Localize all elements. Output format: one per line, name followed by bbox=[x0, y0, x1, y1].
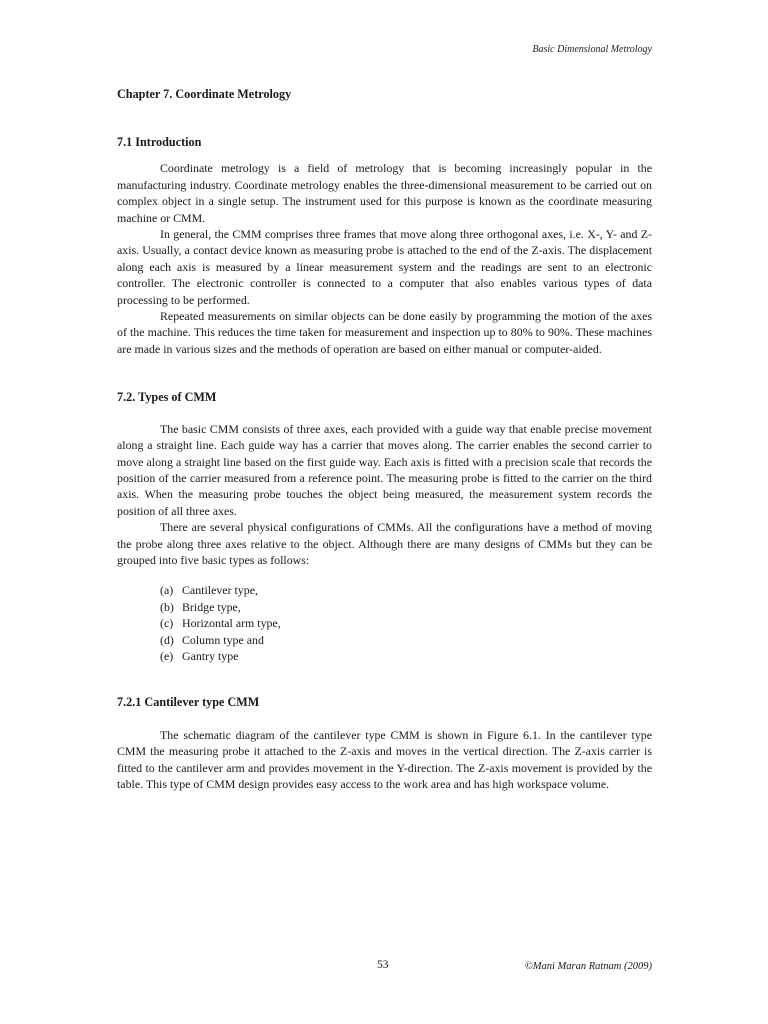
section-heading-introduction: 7.1 Introduction bbox=[117, 135, 202, 149]
cmm-types-list bbox=[117, 582, 652, 664]
paragraph: Coordinate metrology is a field of metrology that is becoming increasingly popular in the manufacturing industry. Coordinate metrology enables the three-dimensional measurement to be carried out on complex object in a single setup. The instrument used for this purpose is known as the coordinate measuring machine or CMM. bbox=[117, 161, 652, 225]
running-header: Basic Dimensional Metrology bbox=[532, 44, 652, 55]
page-number: 53 bbox=[377, 959, 389, 971]
list-item: (e) Gantry type bbox=[160, 648, 239, 663]
list-item: (d) Column type and bbox=[160, 632, 264, 647]
list-item: (a) Cantilever type, bbox=[160, 583, 258, 598]
list-item: (b) Bridge type, bbox=[160, 599, 241, 614]
paragraph: The schematic diagram of the cantilever type CMM is shown in Figure 6.1. In the cantilever type CMM the measuring probe it attached to the Z-axis and moves in the vertical direction. The Z-axis carrier is fitted to the cantilever arm and provides movement in the Y-direction. The Z-axis movement is provided by the table. This type of CMM design provides easy access to the work area and has high workspace volume. bbox=[117, 727, 652, 791]
section-heading-cantilever-type-cmm: 7.2.1 Cantilever type CMM bbox=[117, 695, 260, 710]
page-content bbox=[117, 86, 652, 792]
list-item: (c) Horizontal arm type, bbox=[160, 616, 281, 631]
copyright-notice: ©Mani Maran Ratnam (2009) bbox=[524, 961, 652, 972]
section-heading-types-of-cmm: 7.2. Types of CMM bbox=[117, 390, 217, 405]
chapter-title: Chapter 7. Coordinate Metrology bbox=[117, 87, 292, 101]
paragraph: Repeated measurements on similar objects can be done easily by programming the motion of the axes of the machine. This reduces the time taken for measurement and inspection up to 80% to 90%. These machines are made in various sizes and the methods of operation are based on either manual or computer-aided. bbox=[117, 309, 652, 356]
paragraph: The basic CMM consists of three axes, each provided with a guide way that enable precise movement along a straight line. Each guide way has a carrier that moves along. The carrier enables the second carrier to move along a straight line based on the first guide way. Each axis is fitted with a precision scale that records the position of the carrier measured from a reference point. The measuring probe is fitted to the carrier on the third axis. When the measuring probe touches the object being measured, the measurement system records the position of all three axes. bbox=[117, 421, 652, 518]
paragraph: In general, the CMM comprises three frames that move along three orthogonal axes, i.e. X-, Y- and Z-axis. Usually, a contact device known as measuring probe is attached to the end of the Z-axis. The displacement along each axis is measured by a linear measurement system and the readings are sent to an electronic controller. The electronic controller is connected to a computer that also enables various types of data processing to be performed. bbox=[117, 227, 652, 307]
paragraph: There are several physical configurations of CMMs. All the configurations have a method of moving the probe along three axes relative to the object. Although there are many designs of CMMs but they can be grouped into five basic types as follows: bbox=[117, 520, 652, 567]
